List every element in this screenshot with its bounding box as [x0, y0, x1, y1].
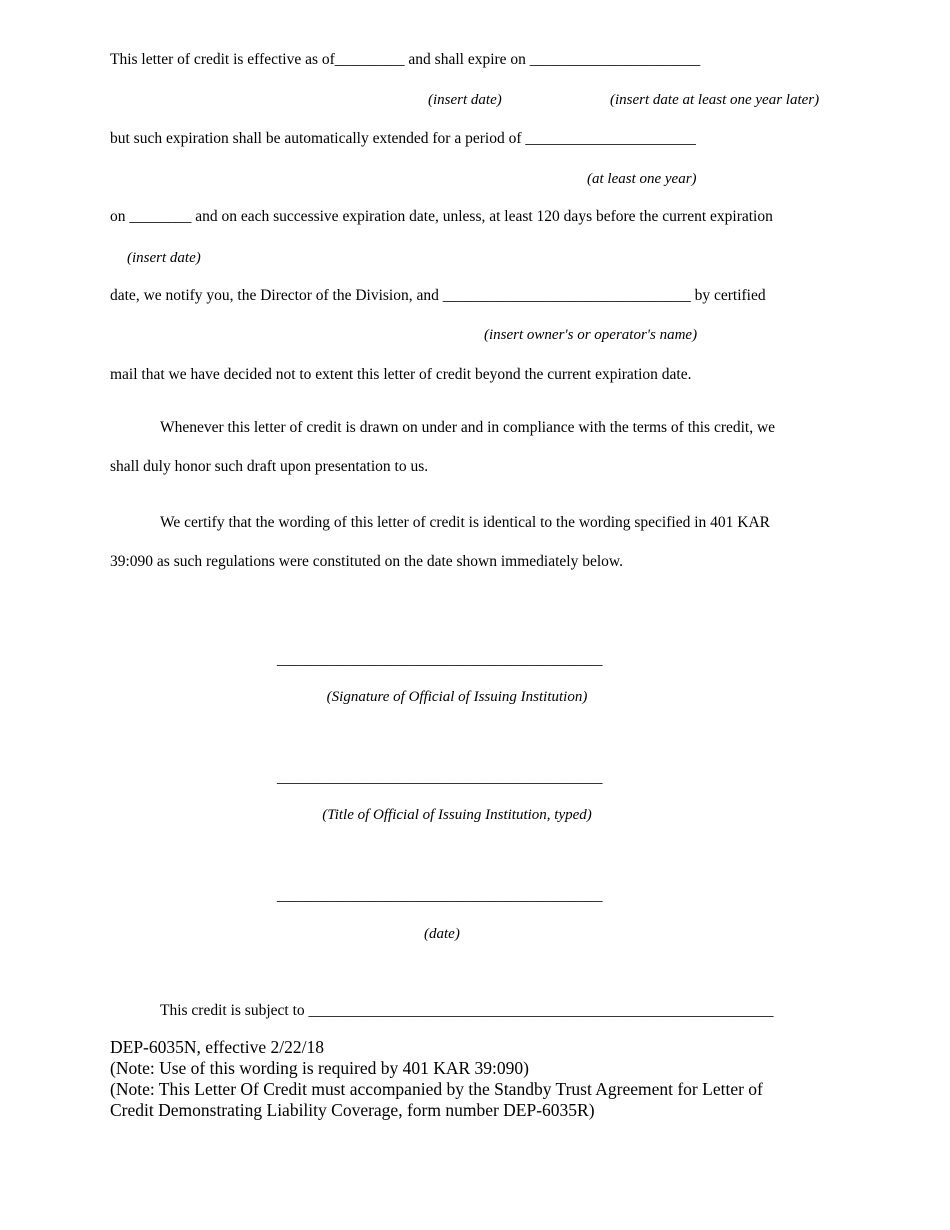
effective-date-line: This letter of credit is effective as of_________ and shall expire on ______________________: [110, 51, 701, 68]
form-identifier: DEP-6035N, effective 2/22/18: [110, 1037, 325, 1057]
honor-draft-line-2: shall duly honor such draft upon presentation to us.: [110, 458, 429, 475]
standby-trust-note-line-1: (Note: This Letter Of Credit must accompanied by the Standby Trust Agreement for Letter of: [110, 1079, 763, 1099]
title-caption: (Title of Official of Issuing Institution, typed): [322, 807, 592, 823]
certified-mail-line: mail that we have decided not to extent this letter of credit beyond the current expiration date.: [110, 366, 692, 383]
signature-caption: (Signature of Official of Issuing Institution): [326, 689, 588, 705]
date-blank-line: __________________________________________: [277, 887, 603, 904]
on-date-caption: (insert date): [127, 250, 201, 266]
period-caption: (at least one year): [587, 171, 697, 187]
notify-director-line: date, we notify you, the Director of the Division, and ________________________________ by certified: [110, 287, 766, 304]
wording-required-note: (Note: Use of this wording is required by 401 KAR 39:090): [110, 1058, 529, 1078]
standby-trust-note-line-2: Credit Demonstrating Liability Coverage, form number DEP-6035R): [110, 1100, 595, 1120]
signature-blank-line: __________________________________________: [277, 651, 603, 668]
subject-to-line: This credit is subject to ____________________________________________________________: [160, 1002, 774, 1019]
insert-date-caption: (insert date): [428, 92, 502, 108]
date-caption: (date): [424, 926, 460, 942]
successive-expiration-line: on ________ and on each successive expiration date, unless, at least 120 days before the current expiration: [110, 208, 773, 225]
title-blank-line: __________________________________________: [277, 769, 603, 786]
certify-wording-line-1: We certify that the wording of this letter of credit is identical to the wording specified in 401 KAR: [160, 514, 770, 531]
owner-name-caption: (insert owner's or operator's name): [484, 327, 698, 343]
expire-date-caption: (insert date at least one year later): [610, 92, 820, 108]
extension-period-line: but such expiration shall be automatically extended for a period of ______________________: [110, 130, 696, 147]
certify-wording-line-2: 39:090 as such regulations were constituted on the date shown immediately below.: [110, 553, 623, 570]
honor-draft-line-1: Whenever this letter of credit is drawn on under and in compliance with the terms of this credit, we: [160, 419, 776, 436]
